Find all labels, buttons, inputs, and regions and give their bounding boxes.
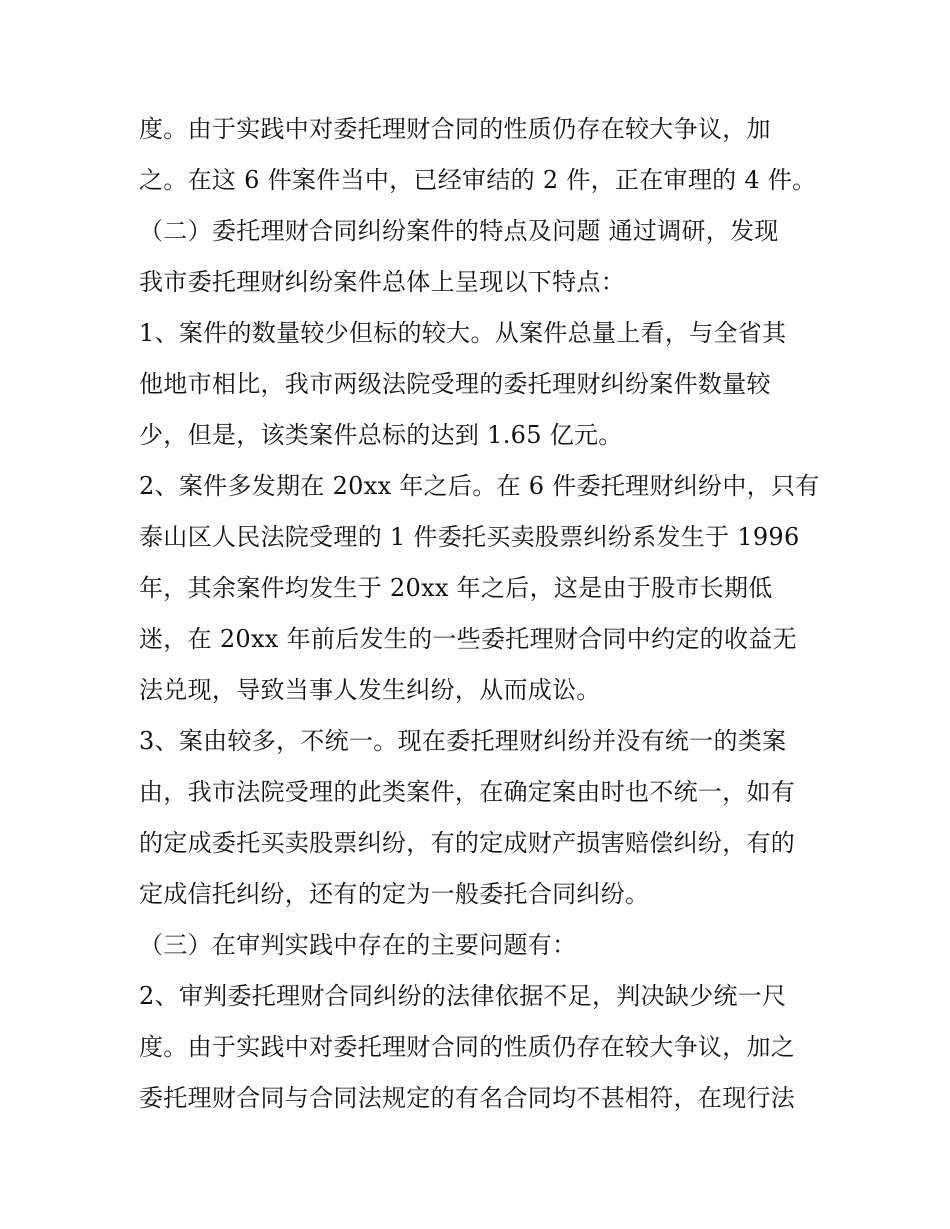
text-line: 由，我市法院受理的此类案件，在确定案由时也不统一，如有 bbox=[139, 778, 796, 806]
text-line: 少，但是，该类案件总标的达到 1.65 亿元。 bbox=[139, 421, 623, 449]
text-line: 1、案件的数量较少但标的较大。从案件总量上看，与全省其 bbox=[139, 319, 787, 347]
text-line: 迷，在 20xx 年前后发生的一些委托理财合同中约定的收益无 bbox=[139, 625, 797, 653]
text-line: 泰山区人民法院受理的 1 件委托买卖股票纠纷系发生于 1996 bbox=[139, 523, 800, 551]
text-line: （二）委托理财合同纠纷案件的特点及问题 通过调研，发现 bbox=[139, 217, 779, 245]
text-line: 3、案由较多，不统一。现在委托理财纠纷并没有统一的类案 bbox=[139, 727, 787, 755]
text-line: 度。由于实践中对委托理财合同的性质仍存在较大争议，加之 bbox=[139, 1033, 796, 1061]
text-line: 之。在这 6 件案件当中，已经审结的 2 件，正在审理的 4 件。 bbox=[139, 166, 817, 194]
text-line: 2、审判委托理财合同纠纷的法律依据不足，判决缺少统一尺 bbox=[139, 982, 787, 1010]
text-line: 委托理财合同与合同法规定的有名合同均不甚相符，在现行法 bbox=[139, 1084, 796, 1112]
text-line: 我市委托理财纠纷案件总体上呈现以下特点： bbox=[139, 268, 625, 296]
document-body bbox=[139, 104, 819, 1124]
text-line: 定成信托纠纷，还有的定为一般委托合同纠纷。 bbox=[139, 880, 650, 908]
text-line: 2、案件多发期在 20xx 年之后。在 6 件委托理财纠纷中，只有 bbox=[139, 472, 820, 500]
text-line: 度。由于实践中对委托理财合同的性质仍存在较大争议，加 bbox=[139, 115, 771, 143]
text-line: 年，其余案件均发生于 20xx 年之后，这是由于股市长期低 bbox=[139, 574, 773, 602]
text-line: （三）在审判实践中存在的主要问题有： bbox=[139, 931, 577, 959]
text-line: 他地市相比，我市两级法院受理的委托理财纠纷案件数量较 bbox=[139, 370, 771, 398]
text-line: 法兑现，导致当事人发生纠纷，从而成讼。 bbox=[139, 676, 601, 704]
text-line: 的定成委托买卖股票纠纷，有的定成财产损害赔偿纠纷，有的 bbox=[139, 829, 796, 857]
